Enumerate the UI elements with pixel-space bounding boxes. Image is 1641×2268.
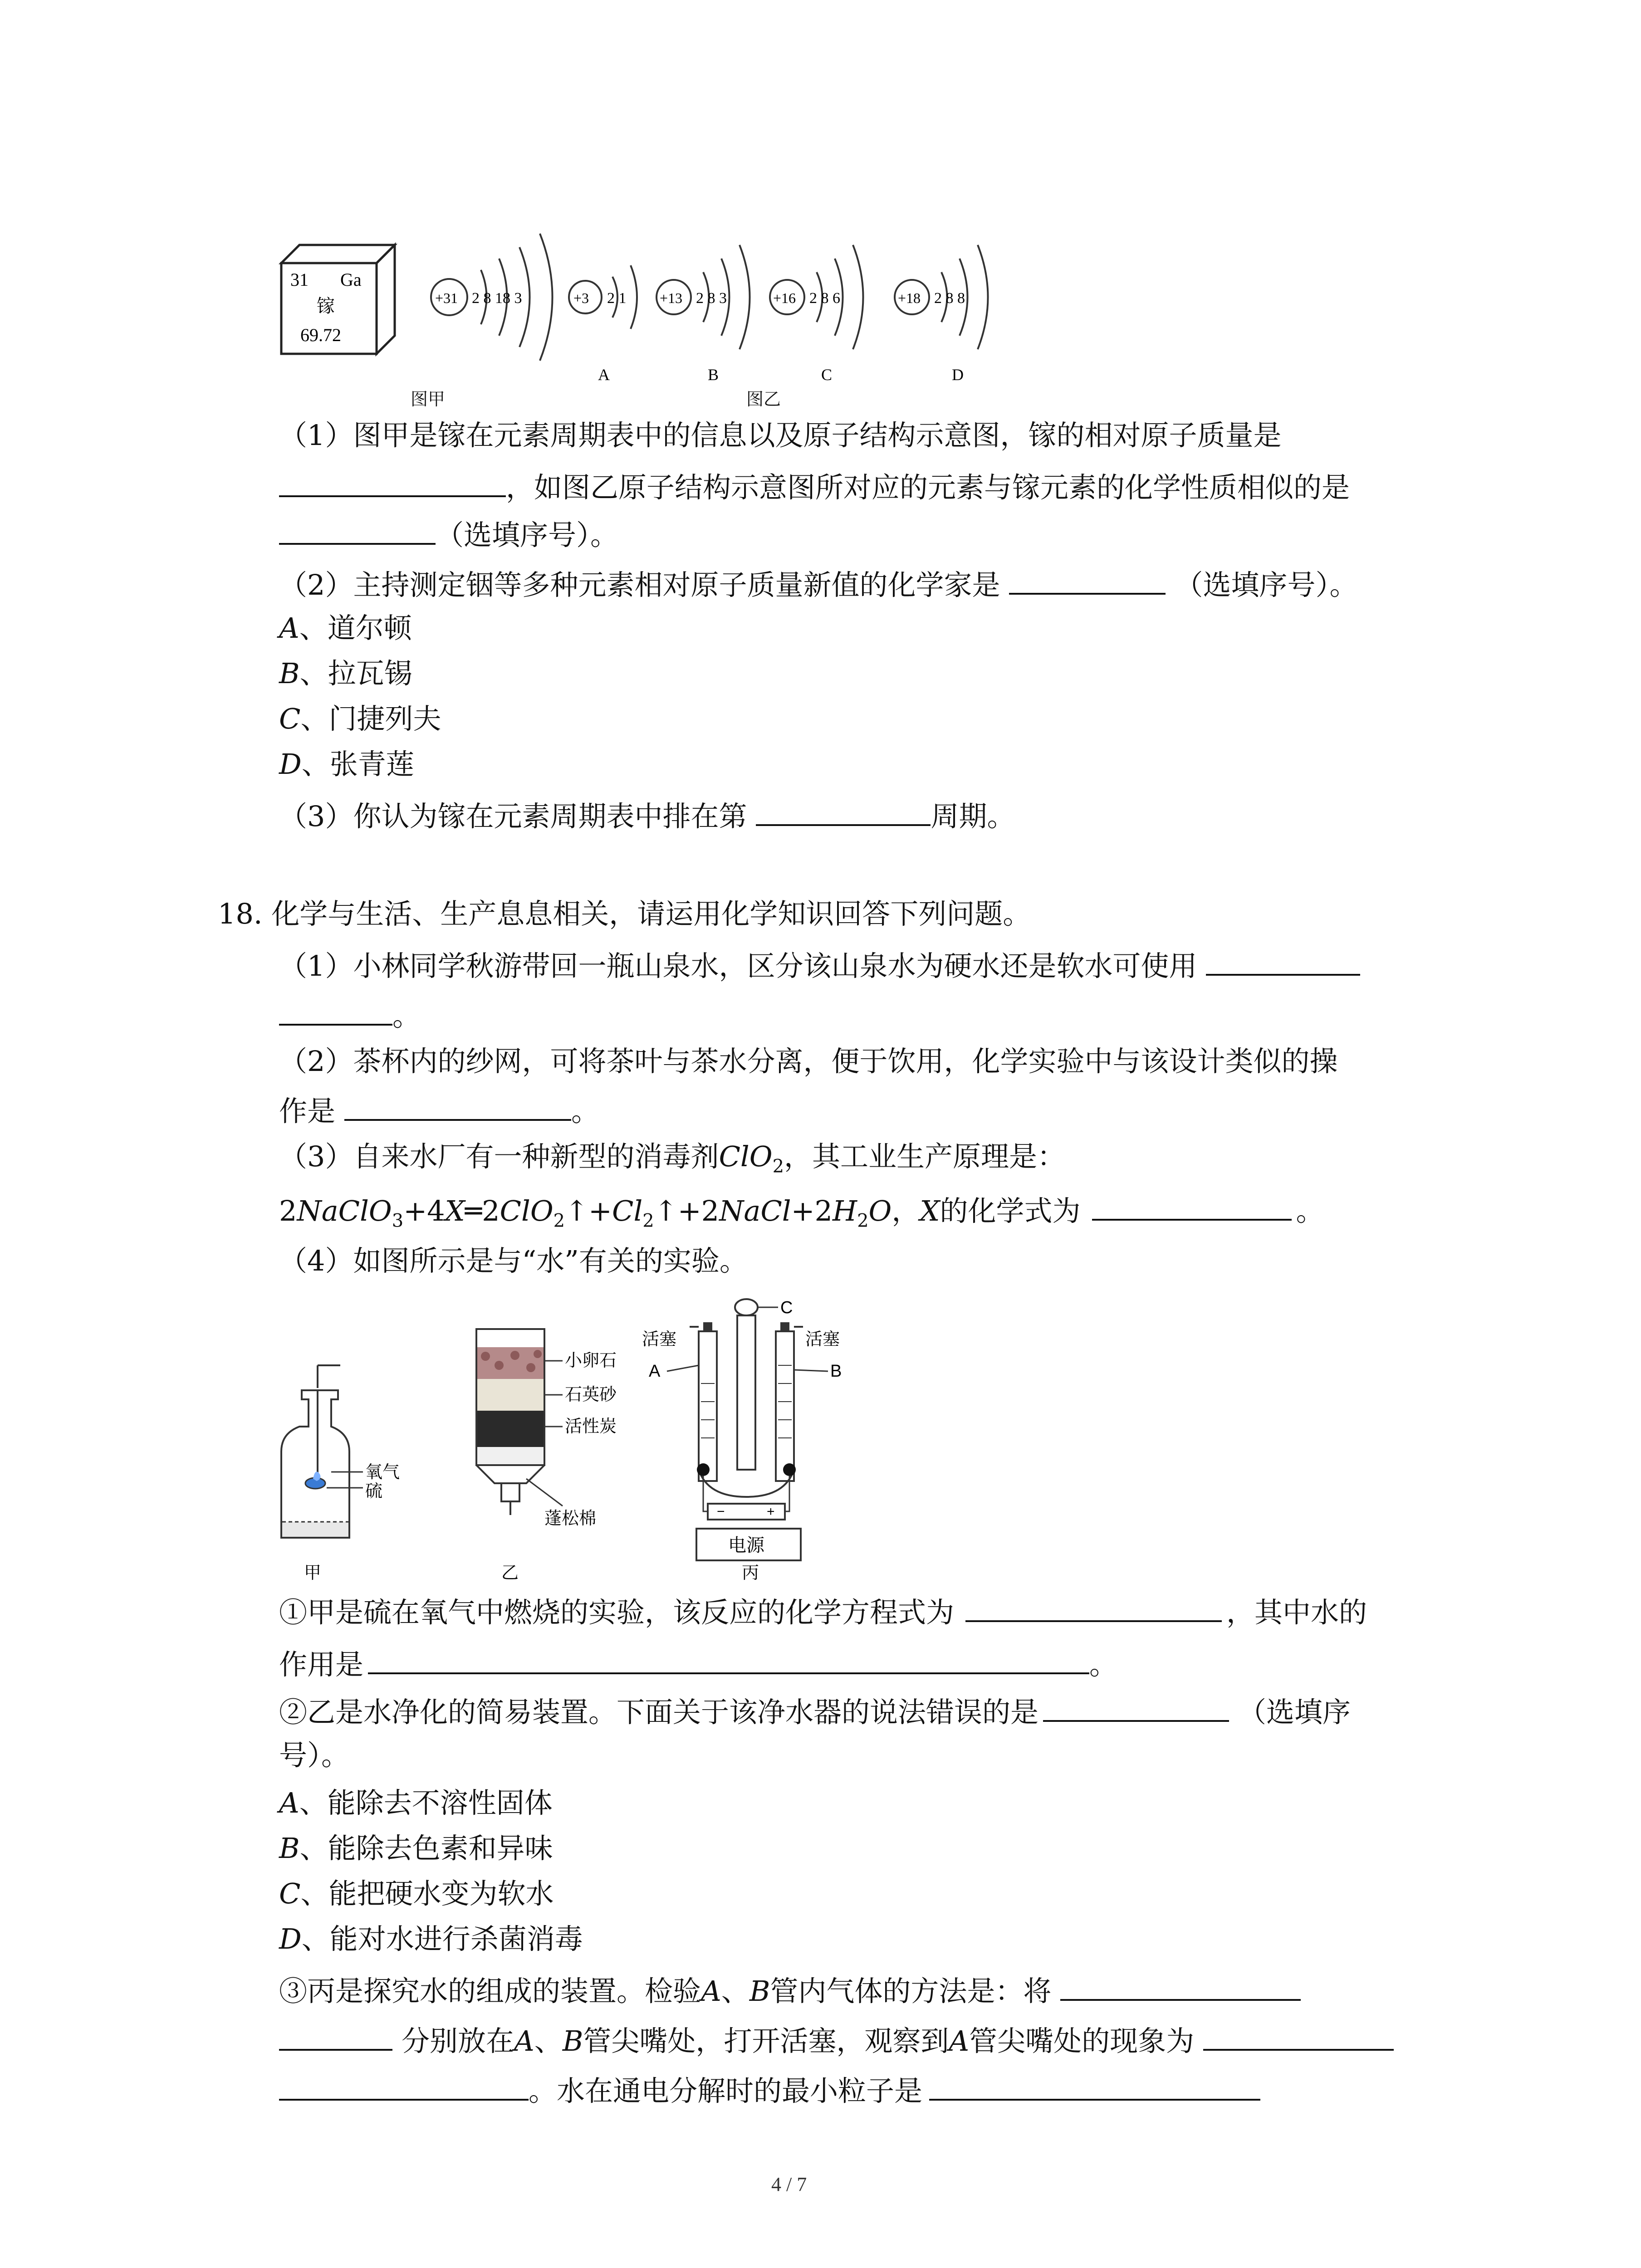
svg-text:+31: +31: [435, 290, 458, 306]
q18-equation: $2NaClO_3+4X═2ClO_2↑+Cl_2↑+2NaCl+2H_2O$，X的化学式为 。: [279, 1191, 1324, 1239]
q17-p1-line3: （选填序号）。: [279, 515, 618, 553]
svg-text:D: D: [952, 366, 964, 384]
answer-blank-chemist[interactable]: [1009, 565, 1166, 595]
answer-blank-similar[interactable]: [279, 515, 436, 545]
q18-p2-line2: 作是 。: [279, 1091, 599, 1129]
answer-blank-phenomenon[interactable]: [1203, 2021, 1394, 2051]
answer-blank-hardwater-cont[interactable]: [279, 996, 392, 1026]
periodic-cell: [281, 245, 395, 354]
svg-text:A: A: [649, 1362, 661, 1381]
q17-p3: （3）你认为镓在元素周期表中排在第 周期。: [279, 796, 1015, 835]
svg-text:活塞: 活塞: [805, 1329, 840, 1349]
q18-c2-option-b: B、能除去色素和异味: [279, 1832, 553, 1865]
q17-option-d: D、张青莲: [279, 748, 414, 781]
page-number: 4 / 7: [771, 2173, 807, 2195]
apparatus-jia: [281, 1365, 400, 1583]
answer-blank-test-method-cont[interactable]: [279, 2021, 392, 2051]
atom-a: [569, 265, 637, 384]
svg-text:C: C: [780, 1298, 793, 1317]
svg-text:电源: 电源: [728, 1535, 764, 1556]
svg-text:2 8 6: 2 8 6: [809, 290, 840, 307]
svg-text:2 8 8: 2 8 8: [934, 290, 965, 307]
answer-blank-operation[interactable]: [344, 1091, 571, 1121]
figure-gallium: [272, 213, 1043, 395]
atom-d: [895, 245, 988, 384]
atom-ga: [431, 234, 553, 361]
q18-c1-line2: 作用是 。: [279, 1644, 1117, 1683]
cell-name: 镓: [317, 296, 335, 317]
q18-c2-line1: ②乙是水净化的简易装置。下面关于该净水器的说法错误的是 （选填序: [279, 1692, 1351, 1730]
q18-p1: （1）小林同学秋游带回一瓶山泉水，区分该山泉水为硬水还是软水可使用: [279, 946, 1360, 984]
answer-blank-phenomenon-cont[interactable]: [279, 2071, 529, 2101]
svg-text:+13: +13: [660, 290, 683, 306]
cell-mass: 69.72: [300, 325, 341, 345]
svg-text:活性炭: 活性炭: [565, 1416, 617, 1436]
q18-c2-option-c: C、能把硬水变为软水: [279, 1877, 554, 1910]
answer-blank-sulfur-equation[interactable]: [965, 1592, 1222, 1622]
q18-p3-line1: （3）自来水厂有一种新型的消毒剂ClO$_2$，其工业生产原理是：: [279, 1140, 1066, 1177]
svg-text:乙: 乙: [501, 1563, 519, 1583]
answer-blank-period[interactable]: [756, 796, 931, 826]
q18-c2-option-d: D、能对水进行杀菌消毒: [279, 1922, 583, 1955]
svg-text:2 8 18 3: 2 8 18 3: [472, 290, 522, 307]
q17-p1-line1: （1）图甲是镓在元素周期表中的信息以及原子结构示意图，镓的相对原子质量是: [279, 419, 1282, 452]
cell-symbol: Ga: [340, 269, 362, 290]
q18-c2-line2: 号）。: [279, 1739, 350, 1772]
svg-text:B: B: [830, 1362, 842, 1381]
figure-water-experiments: [272, 1288, 862, 1588]
q17-option-b: B、拉瓦锡: [279, 657, 412, 690]
q17-option-a: A、道尔顿: [279, 611, 412, 645]
q18-p4: （4）如图所示是与“水”有关的实验。: [279, 1244, 748, 1277]
q18-c2-option-a: A、能除去不溶性固体: [279, 1786, 553, 1819]
svg-text:+: +: [767, 1504, 775, 1519]
q18-heading: 18. 化学与生活、生产息息相关，请运用化学知识回答下列问题。: [218, 897, 1031, 930]
svg-text:小卵石: 小卵石: [565, 1350, 617, 1370]
svg-text:活塞: 活塞: [642, 1329, 677, 1349]
svg-text:石英砂: 石英砂: [565, 1384, 617, 1404]
apparatus-yi: [476, 1329, 617, 1583]
q18-c3-line2: 分别放在A、B管尖嘴处，打开活塞，观察到A管尖嘴处的现象为: [279, 2021, 1394, 2059]
svg-text:−: −: [717, 1504, 725, 1519]
svg-text:+3: +3: [573, 290, 589, 306]
cell-number: 31: [290, 269, 309, 290]
q17-p2: （2）主持测定铟等多种元素相对原子质量新值的化学家是 （选填序号）。: [279, 565, 1357, 603]
atom-b: [656, 245, 750, 384]
atom-c: [770, 245, 863, 384]
q18-c3-line1: ③丙是探究水的组成的装置。检验A、B管内气体的方法是：将: [279, 1971, 1301, 2009]
q17-option-c: C、门捷列夫: [279, 702, 441, 735]
svg-text:A: A: [598, 366, 610, 384]
answer-blank-hardwater[interactable]: [1206, 946, 1360, 976]
q18-c3-line3: 。水在通电分解时的最小粒子是: [279, 2071, 1260, 2109]
q18-p2-line1: （2）茶杯内的纱网，可将茶叶与茶水分离，便于饮用，化学实验中与该设计类似的操: [279, 1045, 1338, 1078]
apparatus-bing: [642, 1298, 842, 1583]
answer-blank-purifier[interactable]: [1043, 1692, 1229, 1722]
svg-text:丙: 丙: [742, 1563, 759, 1583]
svg-text:B: B: [708, 366, 719, 384]
svg-text:氧气: 氧气: [365, 1462, 400, 1482]
answer-blank-smallest-particle[interactable]: [929, 2071, 1260, 2101]
answer-blank-x-formula[interactable]: [1092, 1191, 1292, 1221]
q18-c1-line1: ①甲是硫在氧气中燃烧的实验，该反应的化学方程式为 ，其中水的: [279, 1592, 1367, 1631]
svg-text:硫: 硫: [365, 1481, 383, 1501]
answer-blank-test-method[interactable]: [1060, 1971, 1301, 2001]
svg-text:2 8 3: 2 8 3: [696, 290, 727, 307]
svg-text:+18: +18: [898, 290, 921, 306]
answer-blank-water-role[interactable]: [368, 1644, 1089, 1674]
q18-p1-cont: 。: [279, 996, 421, 1034]
svg-text:2 1: 2 1: [607, 290, 627, 307]
svg-text:甲: 甲: [304, 1563, 322, 1583]
svg-text:蓬松棉: 蓬松棉: [544, 1508, 597, 1528]
caption-jia: 图甲: [411, 389, 446, 409]
svg-text:+16: +16: [773, 290, 796, 306]
caption-yi: 图乙: [746, 389, 781, 409]
q17-p1-line2: ，如图乙原子结构示意图所对应的元素与镓元素的化学性质相似的是: [279, 467, 1350, 506]
answer-blank-mass[interactable]: [279, 467, 506, 497]
svg-text:C: C: [821, 366, 833, 384]
